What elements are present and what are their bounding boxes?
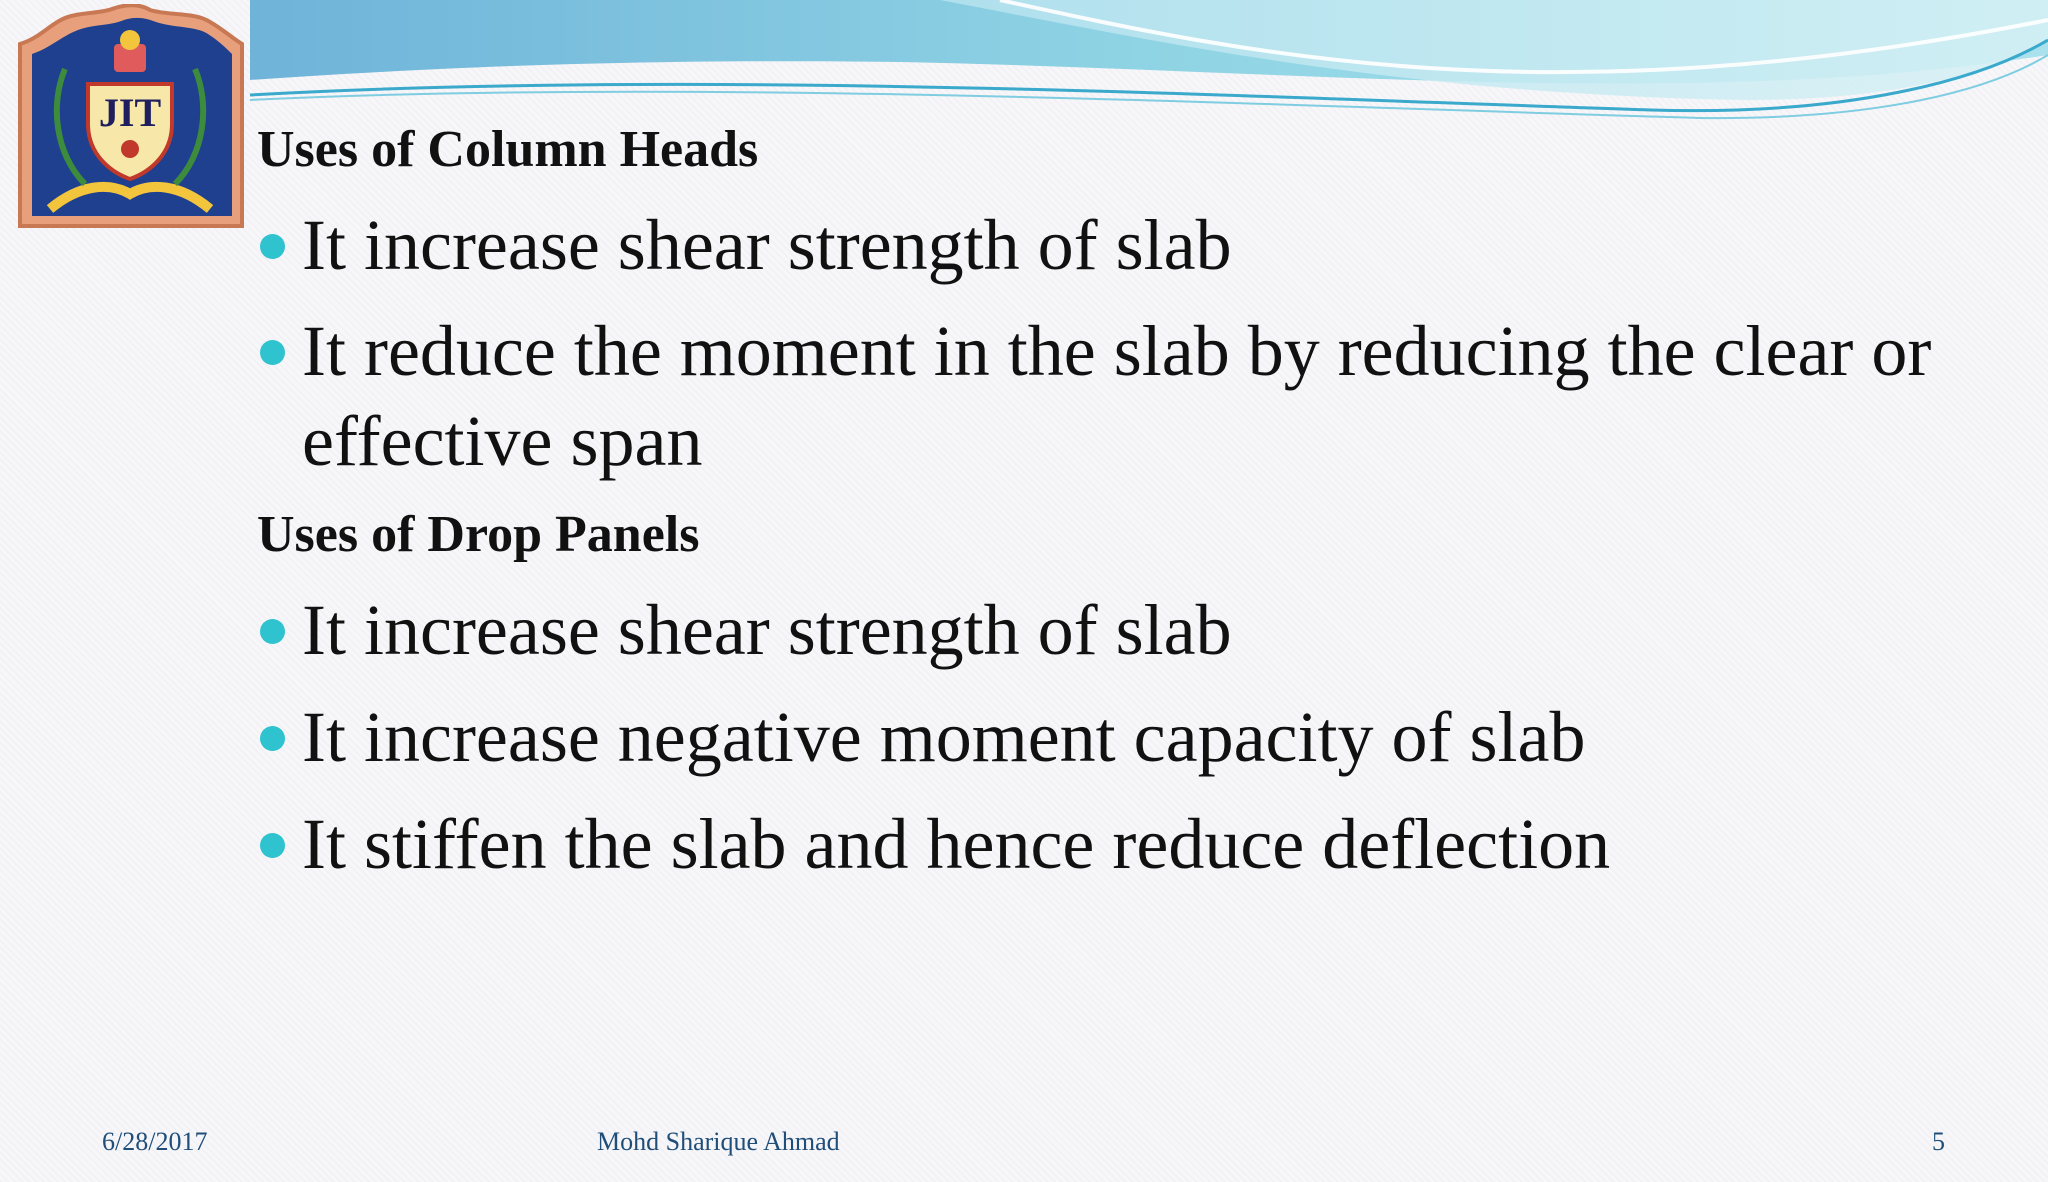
bullet-text: It increase shear strength of slab: [302, 205, 1232, 285]
footer-page-number: 5: [1932, 1127, 1945, 1156]
round-bullet-icon: [260, 726, 285, 751]
bullet-text: It increase shear strength of slab: [302, 590, 1232, 670]
bullet-text: It increase negative moment capacity of slab: [302, 697, 1586, 777]
round-bullet-icon: [260, 619, 285, 644]
section-heading-drop-panels: Uses of Drop Panels: [257, 506, 700, 563]
bullet-text: It stiffen the slab and hence reduce deflection: [302, 804, 1611, 884]
logo-text: JIT: [98, 90, 162, 135]
bullet-item: [260, 585, 1960, 675]
bullet-item: [260, 799, 1960, 889]
section-heading-column-heads: Uses of Column Heads: [257, 121, 759, 178]
header-wave-decoration: [0, 0, 2048, 140]
bullet-text: It reduce the moment in the slab by reducing the clear or effective span: [302, 311, 1932, 481]
round-bullet-icon: [260, 234, 285, 259]
footer-date: 6/28/2017: [102, 1127, 208, 1156]
bullet-item: [260, 692, 1960, 782]
round-bullet-icon: [260, 340, 285, 365]
college-crest-icon: [10, 4, 248, 228]
bullet-item: [260, 306, 1960, 486]
bullet-item: [260, 200, 1960, 290]
footer-author: Mohd Sharique Ahmad: [597, 1127, 840, 1156]
round-bullet-icon: [260, 833, 285, 858]
